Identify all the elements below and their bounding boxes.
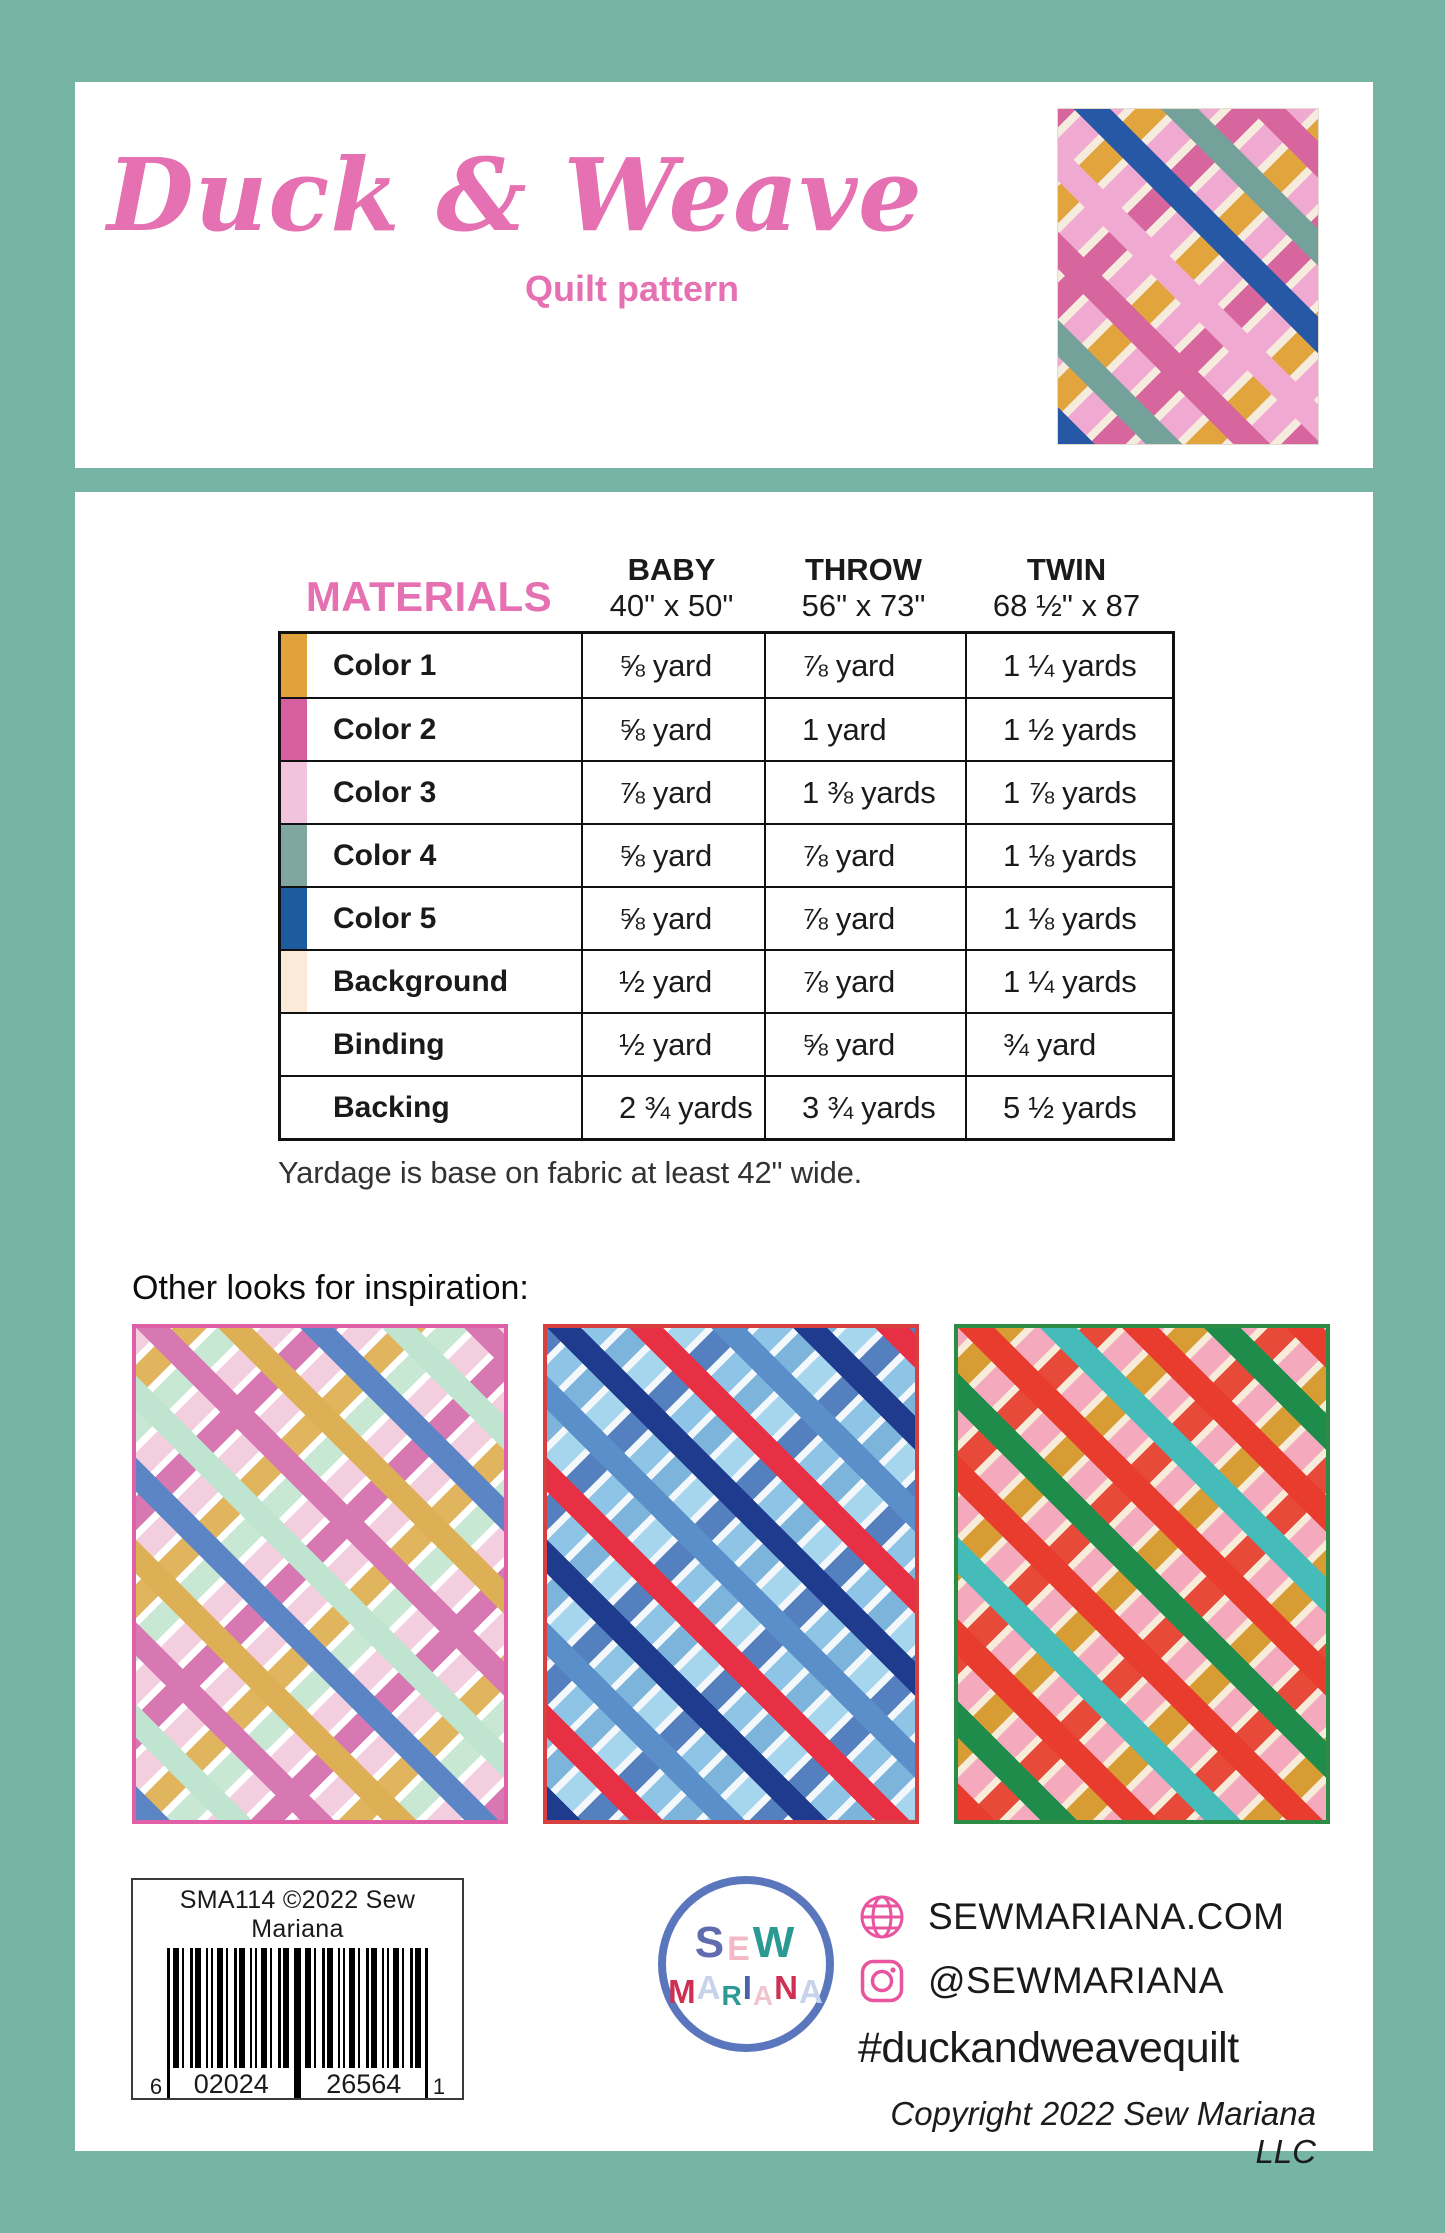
- inspiration-quilts: [132, 1324, 1330, 1824]
- hashtag-text: #duckandweavequilt: [858, 2024, 1239, 2072]
- baby-yardage-cell: ½ yard: [583, 1012, 766, 1075]
- instagram-icon: [858, 1957, 906, 2005]
- materials-heading: MATERIALS: [305, 573, 553, 621]
- baby-yardage-cell: ⅝ yard: [583, 697, 766, 760]
- header-panel: [75, 82, 1373, 468]
- table-row: [281, 886, 1172, 949]
- throw-yardage-cell: ⅞ yard: [766, 949, 967, 1012]
- contact-block: [858, 1892, 1316, 2171]
- row-label-cell: Binding: [281, 1012, 583, 1075]
- column-header-throw: THROW 56" x 73": [801, 552, 926, 623]
- table-row: [281, 1075, 1172, 1138]
- inspiration-quilt-nautical: [543, 1324, 919, 1824]
- table-row: [281, 697, 1172, 760]
- title-block: [107, 136, 923, 310]
- row-label-cell: Color 3: [281, 760, 583, 823]
- twin-yardage-cell: 1 ⅛ yards: [967, 823, 1172, 886]
- row-label-cell: Color 5: [281, 886, 583, 949]
- barcode-digits-right: 26564: [305, 2068, 424, 2098]
- barcode-lead-digit: 6: [149, 2074, 163, 2099]
- logo-line1: SEW: [694, 1917, 798, 1968]
- inspiration-quilt-pastel: [132, 1324, 508, 1824]
- throw-yardage-cell: 3 ¾ yards: [766, 1075, 967, 1138]
- fabric-swatch: [281, 888, 307, 949]
- throw-yardage-cell: 1 ⅜ yards: [766, 760, 967, 823]
- fabric-swatch: [281, 951, 307, 1012]
- column-header-baby: BABY 40" x 50": [609, 552, 734, 623]
- table-row: [281, 949, 1172, 1012]
- table-row: [281, 823, 1172, 886]
- materials-table: [278, 631, 1175, 1141]
- row-label-cell: Backing: [281, 1075, 583, 1138]
- baby-yardage-cell: 2 ¾ yards: [583, 1075, 766, 1138]
- page-title: Duck & Weave: [107, 136, 923, 254]
- row-label-cell: Color 1: [281, 634, 583, 697]
- throw-yardage-cell: 1 yard: [766, 697, 967, 760]
- barcode-trail-digit: 1: [432, 2074, 446, 2099]
- materials-header-row: [278, 552, 1175, 631]
- twin-yardage-cell: 1 ¼ yards: [967, 949, 1172, 1012]
- page-subtitle: Quilt pattern: [525, 268, 739, 309]
- throw-yardage-cell: ⅝ yard: [766, 1012, 967, 1075]
- twin-yardage-cell: 1 ¼ yards: [1003, 647, 1137, 683]
- table-row: [281, 760, 1172, 823]
- hero-quilt-image: [1057, 108, 1319, 445]
- barcode-digits-left: 02024: [172, 2068, 291, 2098]
- throw-yardage-cell: ⅞ yard: [766, 823, 967, 886]
- materials-rows: [281, 634, 1172, 1138]
- instagram-handle: @SEWMARIANA: [928, 1960, 1224, 2001]
- baby-yardage-cell: ½ yard: [583, 949, 766, 1012]
- fabric-swatch: [281, 825, 307, 886]
- twin-yardage-cell: ¾ yard: [967, 1012, 1172, 1075]
- table-row: [281, 1012, 1172, 1075]
- throw-yardage-cell: ⅞ yard: [766, 634, 967, 697]
- barcode-guard-right: [425, 1948, 428, 2098]
- row-label-cell: Color 2: [281, 697, 583, 760]
- twin-yardage-cell: 5 ½ yards: [967, 1075, 1172, 1138]
- instagram-row: [858, 1956, 1316, 2006]
- baby-yardage-cell: ⅝ yard: [583, 823, 766, 886]
- fabric-swatch: [281, 762, 307, 823]
- logo-line2: MARIANA: [668, 1968, 824, 2011]
- barcode-bars-wrap: [133, 1944, 462, 2108]
- barcode-label: SMA114 ©2022 Sew Mariana: [179, 1886, 416, 1943]
- website-row: [858, 1892, 1316, 1942]
- throw-yardage-cell: ⅞ yard: [766, 886, 967, 949]
- table-row: [281, 634, 1172, 697]
- baby-yardage-cell: ⅞ yard: [583, 760, 766, 823]
- barcode-guard-middle: [296, 1948, 299, 2098]
- twin-yardage-cell: 1 ⅛ yards: [967, 886, 1172, 949]
- globe-icon: [858, 1893, 906, 1941]
- inspiration-heading: Other looks for inspiration:: [132, 1269, 529, 1307]
- main-panel: [75, 492, 1373, 2170]
- fabric-swatch: [281, 634, 307, 697]
- twin-yardage-cell: 1 ½ yards: [967, 697, 1172, 760]
- fabric-swatch: [281, 699, 307, 760]
- barcode-bars: [167, 1948, 428, 2098]
- baby-yardage-cell: ⅝ yard: [583, 634, 766, 697]
- inspiration-quilt-holiday: [954, 1324, 1330, 1824]
- copyright-text: Copyright 2022 Sew Mariana LLC: [890, 2095, 1316, 2170]
- barcode-box: [131, 1878, 464, 2100]
- row-label-cell: Color 4: [281, 823, 583, 886]
- twin-yardage-cell: 1 ⅞ yards: [967, 760, 1172, 823]
- materials-section: [278, 552, 1175, 1191]
- barcode-guard-left: [167, 1948, 170, 2098]
- website-text: SEWMARIANA.COM: [928, 1896, 1285, 1937]
- row-label-cell: Background: [281, 949, 583, 1012]
- yardage-note: Yardage is base on fabric at least 42" wide.: [278, 1155, 863, 1191]
- column-header-twin: TWIN 68 ½" x 87: [992, 552, 1141, 623]
- baby-yardage-cell: ⅝ yard: [583, 886, 766, 949]
- sew-mariana-logo: [658, 1876, 834, 2052]
